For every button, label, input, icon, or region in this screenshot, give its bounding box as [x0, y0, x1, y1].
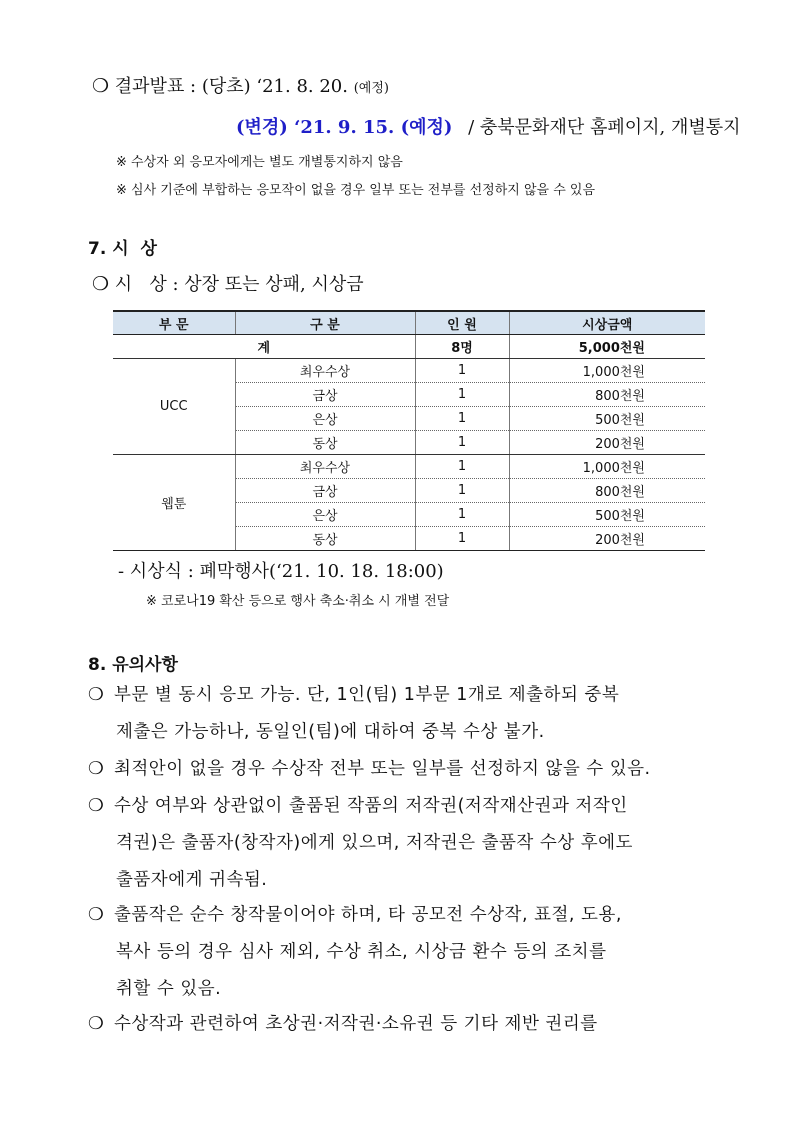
award-count: 1 — [415, 431, 509, 455]
award-count: 1 — [415, 479, 509, 503]
notice-item-1 — [88, 677, 728, 751]
notice-item-2 — [88, 751, 728, 788]
table-row — [113, 359, 705, 383]
result-note-1: ※ 수상자 외 응모자에게는 별도 개별통지하지 않음 — [116, 155, 403, 170]
notice-item-text: 수상 여부와 상관없이 출품된 작품의 저작권(저작재산권과 저작인 — [114, 796, 628, 816]
notice-item-text: 출품자에게 귀속됨. — [116, 870, 268, 890]
award-amount: 1,000천원 — [509, 455, 705, 479]
section8-heading: 8. 유의사항 — [88, 655, 178, 675]
group-name: 웹툰 — [113, 455, 235, 551]
award-type: 동상 — [235, 431, 415, 455]
ceremony-note: ※ 코로나19 확산 등으로 행사 축소·취소 시 개별 전달 — [146, 594, 450, 609]
award-amount: 800천원 — [509, 383, 705, 407]
notice-item-text: 수상작과 관련하여 초상권·저작권·소유권 등 기타 제반 권리를 — [114, 1014, 598, 1034]
header-category: 구 분 — [235, 311, 415, 335]
bullet-circle-icon: ❍ — [88, 685, 105, 705]
award-table — [113, 310, 705, 551]
notice-item-text: 제출은 가능하나, 동일인(팀)에 대하여 중복 수상 불가. — [116, 722, 545, 742]
notice-item-3 — [88, 788, 728, 899]
award-count: 1 — [415, 383, 509, 407]
result-changed-rest: / 충북문화재단 홈페이지, 개별통지 — [468, 117, 741, 138]
award-count: 1 — [415, 407, 509, 431]
notice-item-text: 격권)은 출품자(창작자)에게 있으며, 저작권은 출품작 수상 후에도 — [116, 833, 633, 853]
result-note-2: ※ 심사 기준에 부합하는 응모작이 없을 경우 일부 또는 전부를 선정하지 않을 수 있음 — [116, 183, 596, 198]
award-type: 금상 — [235, 479, 415, 503]
notice-item-text: 취할 수 있음. — [116, 979, 222, 999]
award-amount: 1,000천원 — [509, 359, 705, 383]
award-amount: 800천원 — [509, 479, 705, 503]
award-table-header — [113, 311, 705, 335]
award-count: 1 — [415, 359, 509, 383]
section7-award-line — [92, 270, 364, 296]
award-type: 은상 — [235, 503, 415, 527]
award-type: 최우수상 — [235, 359, 415, 383]
bullet-circle-icon: ❍ — [92, 75, 110, 97]
award-amount: 200천원 — [509, 431, 705, 455]
notice-item-text: 부문 별 동시 응모 가능. 단, 1인(팀) 1부문 1개로 제출하되 중복 — [114, 685, 620, 705]
header-division: 부 문 — [113, 311, 235, 335]
header-amount: 시상금액 — [509, 311, 705, 335]
award-amount: 200천원 — [509, 527, 705, 551]
award-type: 최우수상 — [235, 455, 415, 479]
section7-heading: 7. 시 상 — [88, 239, 157, 259]
total-label: 계 — [113, 335, 415, 359]
total-amount: 5,000천원 — [509, 335, 705, 359]
award-amount: 500천원 — [509, 503, 705, 527]
notice-item-text: 복사 등의 경우 심사 제외, 수상 취소, 시상금 환수 등의 조치를 — [116, 942, 607, 962]
section7-award-text: 시 상 : 상장 또는 상패, 시상금 — [114, 274, 364, 295]
group-name: UCC — [113, 359, 235, 455]
bullet-circle-icon: ❍ — [88, 796, 105, 816]
award-count: 1 — [415, 503, 509, 527]
award-type: 동상 — [235, 527, 415, 551]
result-changed-line — [236, 113, 741, 139]
bullet-circle-icon: ❍ — [88, 759, 105, 779]
award-count: 1 — [415, 527, 509, 551]
bullet-circle-icon: ❍ — [88, 905, 105, 925]
result-changed-date: (변경) ‘21. 9. 15. (예정) — [236, 117, 453, 138]
result-label-small: (예정) — [353, 81, 389, 96]
bullet-circle-icon: ❍ — [88, 1014, 105, 1034]
table-row — [113, 455, 705, 479]
award-count: 1 — [415, 455, 509, 479]
notice-item-5 — [88, 1006, 728, 1043]
result-line — [92, 72, 389, 98]
result-label: 결과발표 : (당초) ‘21. 8. 20. — [114, 76, 348, 97]
notice-item-4 — [88, 897, 728, 1008]
total-count: 8명 — [415, 335, 509, 359]
award-type: 은상 — [235, 407, 415, 431]
award-amount: 500천원 — [509, 407, 705, 431]
table-row-total — [113, 335, 705, 359]
award-type: 금상 — [235, 383, 415, 407]
notice-item-text: 최적안이 없을 경우 수상작 전부 또는 일부를 선정하지 않을 수 있음. — [114, 759, 651, 779]
header-count: 인 원 — [415, 311, 509, 335]
notice-item-text: 출품작은 순수 창작물이어야 하며, 타 공모전 수상작, 표절, 도용, — [114, 905, 622, 925]
ceremony-line: - 시상식 : 폐막행사(‘21. 10. 18. 18:00) — [118, 561, 444, 582]
bullet-circle-icon: ❍ — [92, 273, 110, 295]
